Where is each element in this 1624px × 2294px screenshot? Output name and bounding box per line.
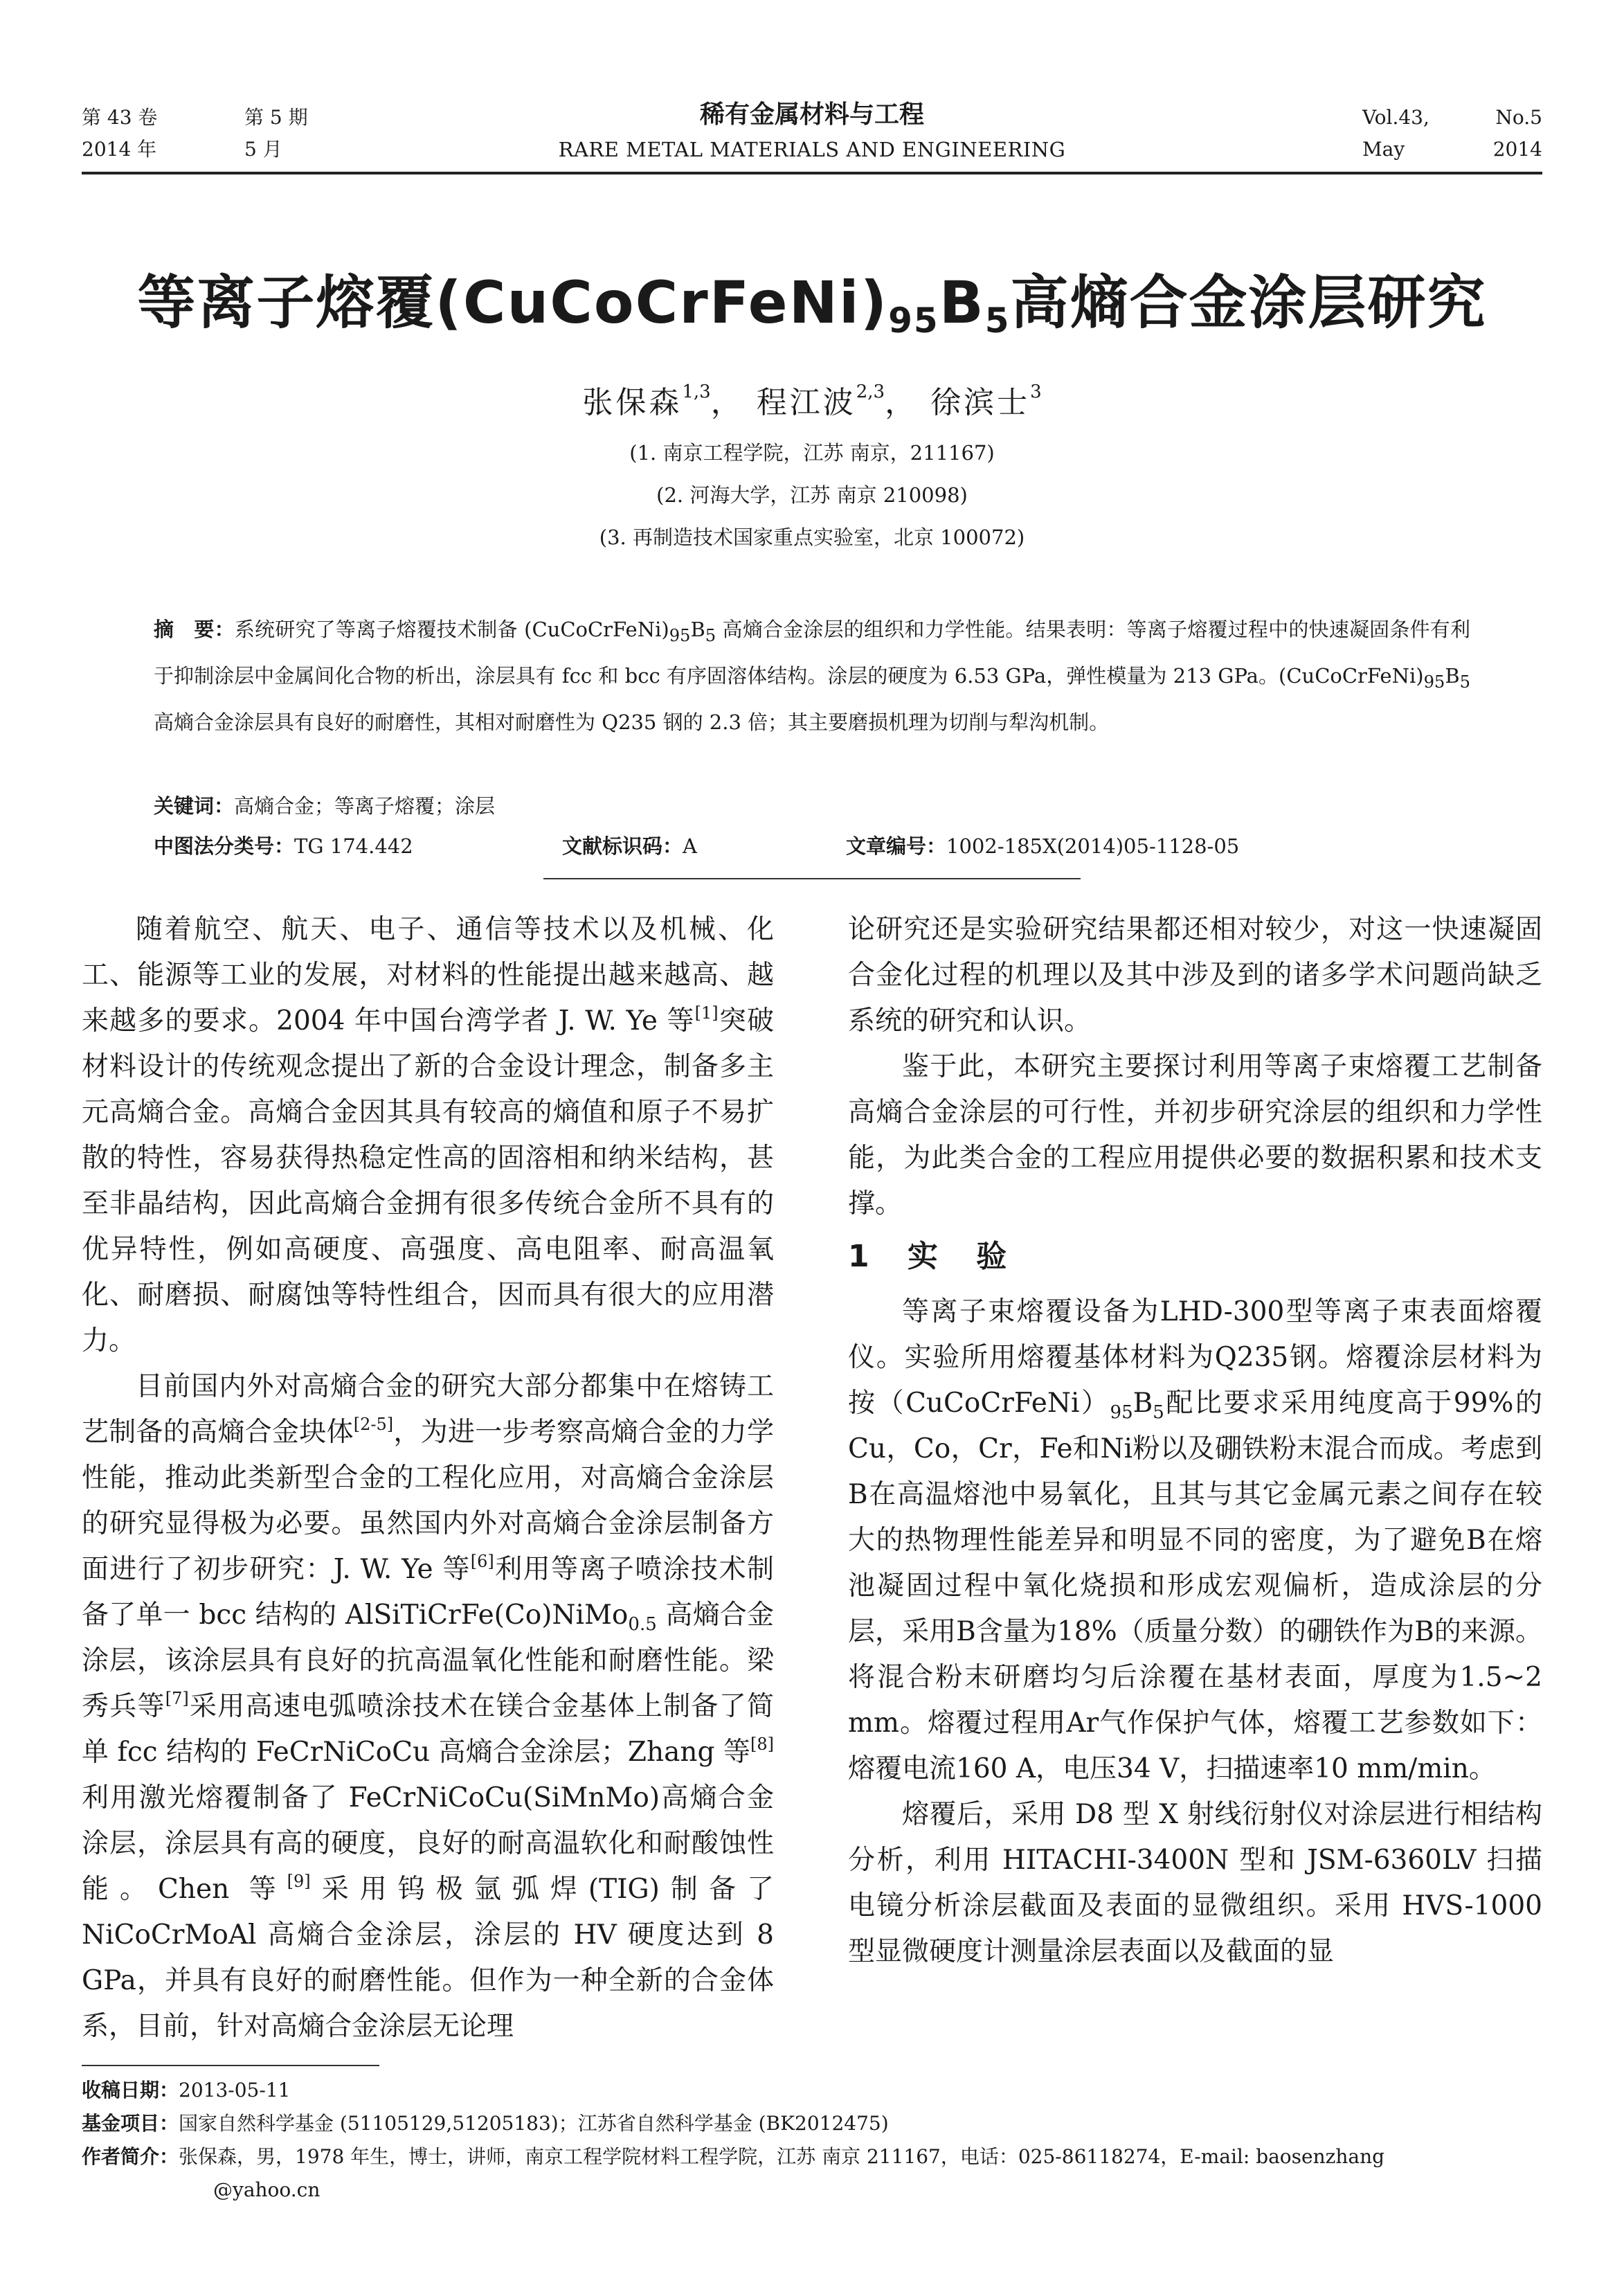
citation: [1] [694,1003,719,1023]
journal-name-cn: 稀有金属材料与工程 [699,100,924,129]
paragraph: 鉴于此，本研究主要探讨利用等离子束熔覆工艺制备高熵合金涂层的可行性，并初步研究涂层的组织和力学性能，为此类合金的工程应用提供必要的数据积累和技术支撑。 [848,1051,1542,1219]
month-cn: 5 月 [244,138,282,161]
author-name: 程江波 [756,385,856,420]
paragraph: 目前国内外对高熵合金的研究大部分都集中在熔铸工艺制备的高熵合金块体[2-5]，为进一步考察高熵合金的力学性能，推动此类新型合金的工程化应用，对高熵合金涂层的研究显得极为必要。虽然国内外对高熵合金涂层制备方面进行了初步研究：J. W. Ye 等[6]利用等离子喷涂技术制备了单一 bcc 结构的 AlSiTiCrFe(Co)NiMo$_{0.5}$ 高熵合金涂层，该涂层具有良好的抗高温氧化性能和耐磨性能。梁秀兵等[7]采用高速电弧喷涂技术在镁合金基体上制备了简单 fcc 结构的 FeCrNiCoCu 高熵合金涂层；Zhang 等[8]利用激光熔覆制备了 FeCrNiCoCu(SiMnMo)高熵合金涂层，涂层具有高的硬度，良好的耐高温软化和耐酸蚀性能。Chen 等[9]采用钨极氩弧焊(TIG)制备了 NiCoCrMoAl 高熵合金涂层，涂层的 HV 硬度达到 8 GPa，并具有良好的耐磨性能。但作为一种全新的合金体系，目前，针对高熵合金涂层无论理 [82,1371,774,2042]
citation: [8] [750,1735,774,1754]
paragraph: 熔覆后，采用 D8 型 X 射线衍射仪对涂层进行相结构分析，利用 HITACHI-3400N 型和 JSM-6360LV 扫描电镜分析涂层截面及表面的显微组织。采用 HVS-1000 型显微硬度计测量涂层表面以及截面的显 [848,1799,1542,1967]
clc-number: 中图法分类号：TG 174.442 [154,834,413,858]
running-header [82,102,1542,172]
abstract-divider [543,878,1081,879]
document-code: 文献标识码：A [562,834,697,858]
body-right-column [848,907,1542,1975]
paragraph: 论研究还是实验研究结果都还相对较少，对这一快速凝固合金化过程的机理以及其中涉及到的诸多学术问题尚缺乏系统的研究和认识。 [848,914,1542,1037]
header-rule [82,172,1542,174]
article-number: 文章编号：1002-185X(2014)05-1128-05 [846,834,1240,858]
year-en: 2014 [1492,138,1542,161]
volume-cn: 第 43 卷 [82,106,158,129]
volume-en-row [1362,102,1542,133]
abstract: 摘 要：系统研究了等离子熔覆技术制备 $(CuCoCrFeNi)_{95}B_5$ 高熵合金涂层的组织和力学性能。结果表明：等离子熔覆过程中的快速凝固条件有利于抑制涂层中金属间化合物的析出，涂层具有 fcc 和 bcc 有序固溶体结构。涂层的硬度为 6.53 GPa，弹性模量为 213 GPa。$(CuCoCrFeNi)_{95}B_5$ 高熵合金涂层具有良好的耐磨性，其相对耐磨性为 Q235 钢的 2.3 倍；其主要磨损机理为切削与犁沟机制。 [154,618,1470,734]
section-heading: 1 实 验 [848,1239,1021,1274]
author-affil-mark: 1,3 [682,382,711,402]
year-cn: 2014 年 [82,138,157,161]
issue-cn: 第 5 期 [244,106,308,129]
citation: [6] [470,1552,494,1571]
paragraph: 随着航空、航天、电子、通信等技术以及机械、化工、能源等工业的发展，对材料的性能提出越来越高、越来越多的要求。2004 年中国台湾学者 J. W. Ye 等[1]突破材料设计的传统观念提出了新的合金设计理念，制备多主元高熵合金。高熵合金因其具有较高的熵值和原子不易扩散的特性，容易获得热稳定性高的固溶相和纳米结构，甚至非晶结构，因此高熵合金拥有很多传统合金所不具有的优异特性，例如高硬度、高强度、高电阻率、耐高温氧化、耐磨损、耐腐蚀等特性组合，因而具有很大的应用潜力。 [82,914,774,1356]
issue-en: No.5 [1495,106,1542,129]
author-name: 张保森 [582,385,683,420]
body-left-column [82,907,774,2050]
received-date: 收稿日期：2013-05-11 [82,2079,291,2102]
citation: [2-5] [353,1415,394,1434]
author-list: 张保森$^{1,3}$， 程江波$^{2,3}$， 徐滨士$^3$ [582,382,1042,420]
keywords [154,791,495,819]
journal-name-en: RARE METAL MATERIALS AND ENGINEERING [558,138,1066,161]
affiliation: (2. 河海大学，江苏 南京 210098) [656,483,968,507]
footnote-rule [82,2065,379,2066]
funding: 基金项目：国家自然科学基金 (51105129,51205183)；江苏省自然科学基金 (BK2012475) [82,2112,889,2135]
abstract-label: 摘 要： [154,618,235,641]
volume-en: Vol.43, [1362,106,1429,129]
keywords-label: 关键词： [154,794,235,818]
citation: [7] [165,1689,189,1708]
citation: [9] [287,1872,311,1891]
author-affil-mark: 3 [1030,382,1042,402]
classification-row [154,831,1470,859]
author-name: 徐滨士 [930,385,1031,420]
author-bio: 作者简介：张保森，男，1978 年生，博士，讲师，南京工程学院材料工程学院，江苏 南京 211167，电话：025-86118274，E-mail: baosenzhang [82,2145,1385,2168]
keywords-text: 高熵合金；等离子熔覆；涂层 [234,794,496,818]
affiliation: (1. 南京工程学院，江苏 南京，211167) [629,441,995,465]
paper-title: 等离子熔覆$(CuCoCrFeNi)_{95}B_5$高熵合金涂层研究 [137,269,1487,341]
paragraph: 等离子束熔覆设备为LHD-300型等离子束表面熔覆仪。实验所用熔覆基体材料为Q235钢。熔覆涂层材料为按$(CuCoCrFeNi)_{95}B_5$配比要求采用纯度高于99%的Cu，Co，Cr，Fe和Ni粉以及硼铁粉末混合而成。考虑到B在高温熔池中易氧化，且其与其它金属元素之间存在较大的热物理性能差异和明显不同的密度，为了避免B在熔池凝固过程中氧化烧损和形成宏观偏析，造成涂层的分层，采用B含量为18%（质量分数）的硼铁作为B的来源。将混合粉末研磨均匀后涂覆在基材表面，厚度为1.5~2 mm。熔覆过程用Ar气作保护气体，熔覆工艺参数如下：熔覆电流160 A，电压34 V，扫描速率10 mm/min。 [848,1296,1542,1784]
date-en-row [1362,134,1542,165]
affiliation: (3. 再制造技术国家重点实验室，北京 100072) [599,526,1025,549]
month-en: May [1362,138,1405,161]
author-bio-continued: @yahoo.cn [213,2178,321,2201]
author-affil-mark: 2,3 [856,382,885,402]
